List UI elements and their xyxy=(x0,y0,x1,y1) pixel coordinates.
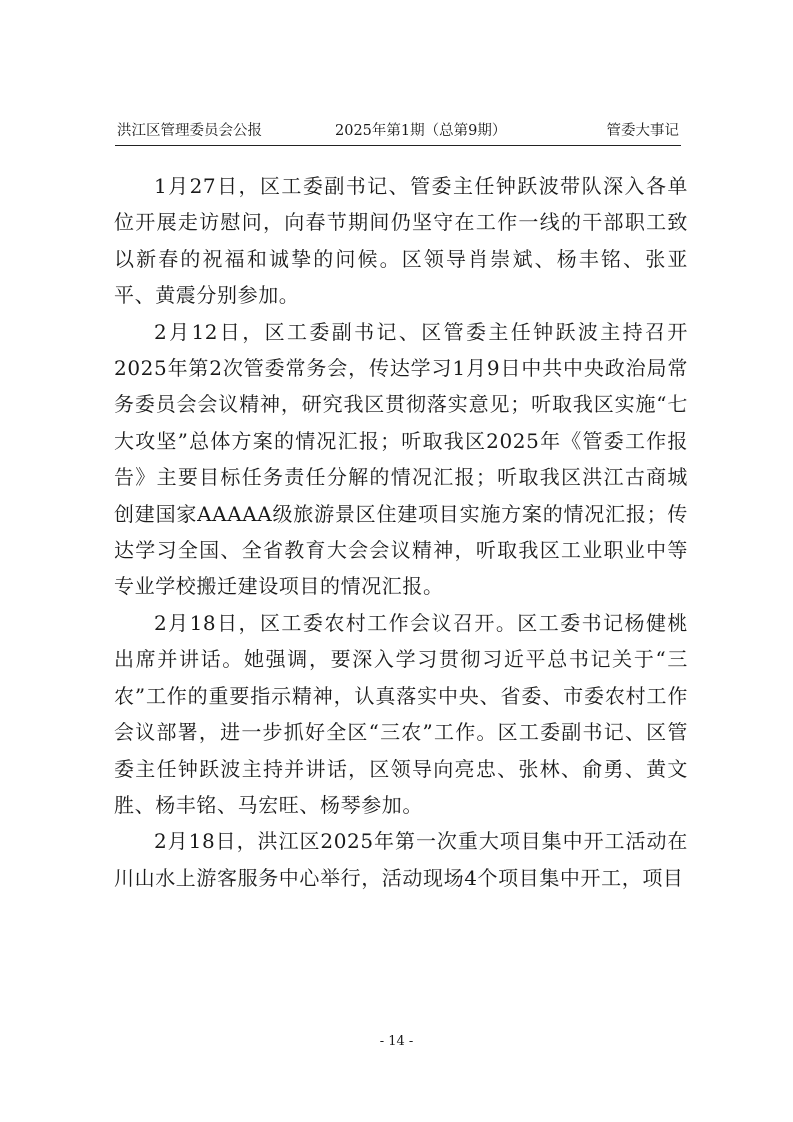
paragraph: 1月27日，区工委副书记、管委主任钟跃波带队深入各单位开展走访慰问，向春节期间仍坚守在工作一线的干部职工致以新春的祝福和诚挚的问候。区领导肖崇斌、杨丰铭、张亚平、黄震分别参加。 xyxy=(114,174,688,308)
header-section-title: 管委大事记 xyxy=(606,123,679,139)
header-publication-title: 洪江区管理委员会公报 xyxy=(117,123,262,139)
paragraph: 2月18日，洪江区2025年第一次重大项目集中开工活动在川山水上游客服务中心举行，活动现场4个项目集中开工，项目 xyxy=(114,829,688,890)
page-number: - 14 - xyxy=(379,1034,414,1049)
paragraph: 2月18日，区工委农村工作会议召开。区工委书记杨健桃出席并讲话。她强调，要深入学习贯彻习近平总书记关于“三农”工作的重要指示精神，认真落实中央、省委、市委农村工作会议部署，进一步抓好全区“三农”工作。区工委副书记、区管委主任钟跃波主持并讲话，区领导向亮忠、张林、俞勇、黄文胜、杨丰铭、马宏旺、杨琴参加。 xyxy=(114,610,688,817)
page-header xyxy=(115,117,681,146)
paragraph: 2月12日，区工委副书记、区管委主任钟跃波主持召开2025年第2次管委常务会，传达学习1月9日中共中央政治局常务委员会会议精神，研究我区贯彻落实意见；听取我区实施“七大攻坚”总体方案的情况汇报；听取我区2025年《管委工作报告》主要目标任务责任分解的情况汇报；听取我区洪江古商城创建国家AAAAA级旅游景区住建项目实施方案的情况汇报；传达学习全国、全省教育大会会议精神，听取我区工业职业中等专业学校搬迁建设项目的情况汇报。 xyxy=(114,319,688,599)
header-issue-number: 2025年第1期（总第9期） xyxy=(335,123,507,139)
document-body xyxy=(114,168,688,896)
